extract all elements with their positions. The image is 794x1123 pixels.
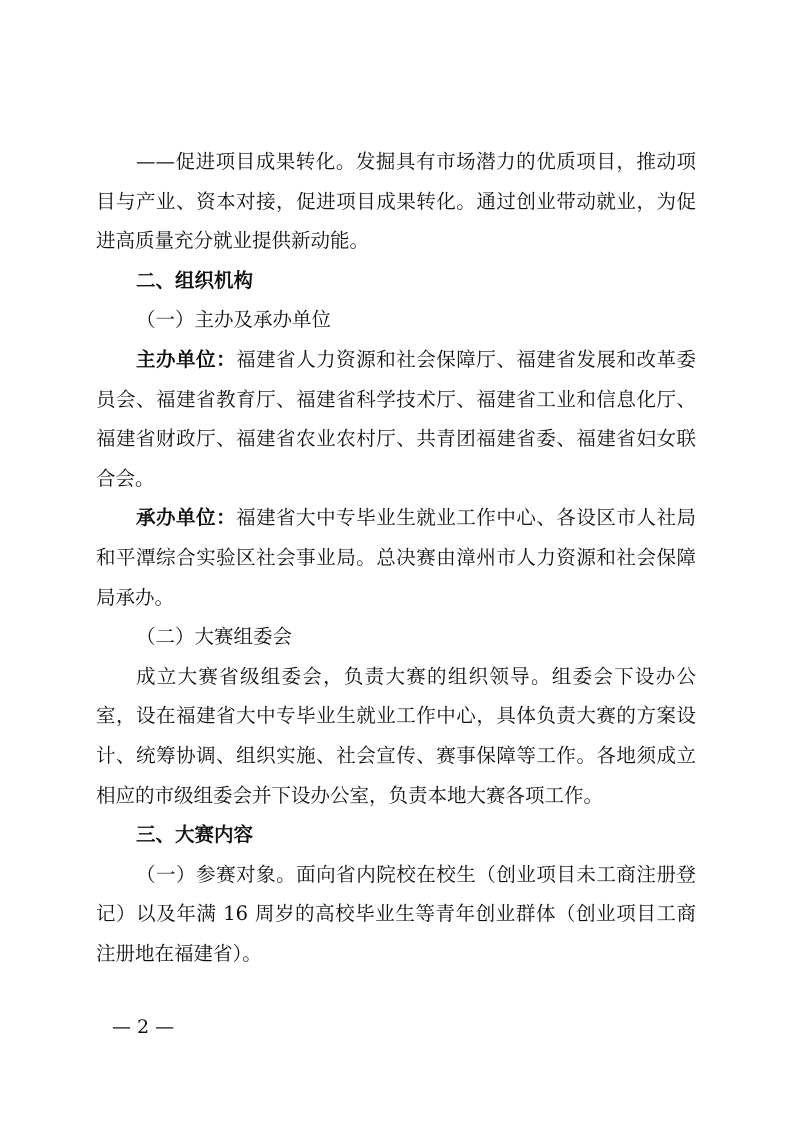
- participants-label: （一）参赛对象。: [136, 862, 297, 886]
- host-units-text: 福建省人力资源和社会保障厅、福建省发展和改革委员会、福建省教育厅、福建省科学技术厅、福建省工业和信息化厅、福建省财政厅、福建省农业农村厅、共青团福建省委、福建省妇女联合会。: [96, 347, 696, 490]
- section-heading-organization: 二、组织机构: [136, 268, 254, 292]
- organizer-units-text: 福建省大中专毕业生就业工作中心、各设区市人社局和平潭综合实验区社会事业局。总决赛由漳州市人力资源和社会保障局承办。: [96, 506, 696, 609]
- participants-text: 面向省内院校在校生（创业项目未工商注册登记）以及年满 16 周岁的高校毕业生等青年创业群体（创业项目工商注册地在福建省）。: [96, 862, 696, 965]
- paragraph-committee: 成立大赛省级组委会，负责大赛的组织领导。组委会下设办公室，设在福建省大中专毕业生就业工作中心，具体负责大赛的方案设计、统筹协调、组织实施、社会宣传、赛事保障等工作。各地须成立相应的市级组委会并下设办公室，负责本地大赛各项工作。: [96, 664, 696, 807]
- page-number: — 2 —: [112, 1016, 175, 1038]
- document-body: [96, 142, 696, 973]
- host-units-label: 主办单位：: [136, 347, 237, 371]
- section-heading-contest-content: 三、大赛内容: [136, 823, 254, 847]
- paragraph-organizer-units: [96, 498, 696, 617]
- subheading-host-and-organizer: （一）主办及承办单位: [136, 308, 332, 332]
- paragraph-participants: [96, 855, 696, 974]
- paragraph-host-units: [96, 340, 696, 498]
- subheading-committee: （二）大赛组委会: [136, 625, 293, 649]
- paragraph-project-transformation: ——促进项目成果转化。发掘具有市场潜力的优质项目，推动项目与产业、资本对接，促进项目成果转化。通过创业带动就业，为促进高质量充分就业提供新动能。: [96, 150, 696, 253]
- organizer-units-label: 承办单位：: [136, 506, 237, 530]
